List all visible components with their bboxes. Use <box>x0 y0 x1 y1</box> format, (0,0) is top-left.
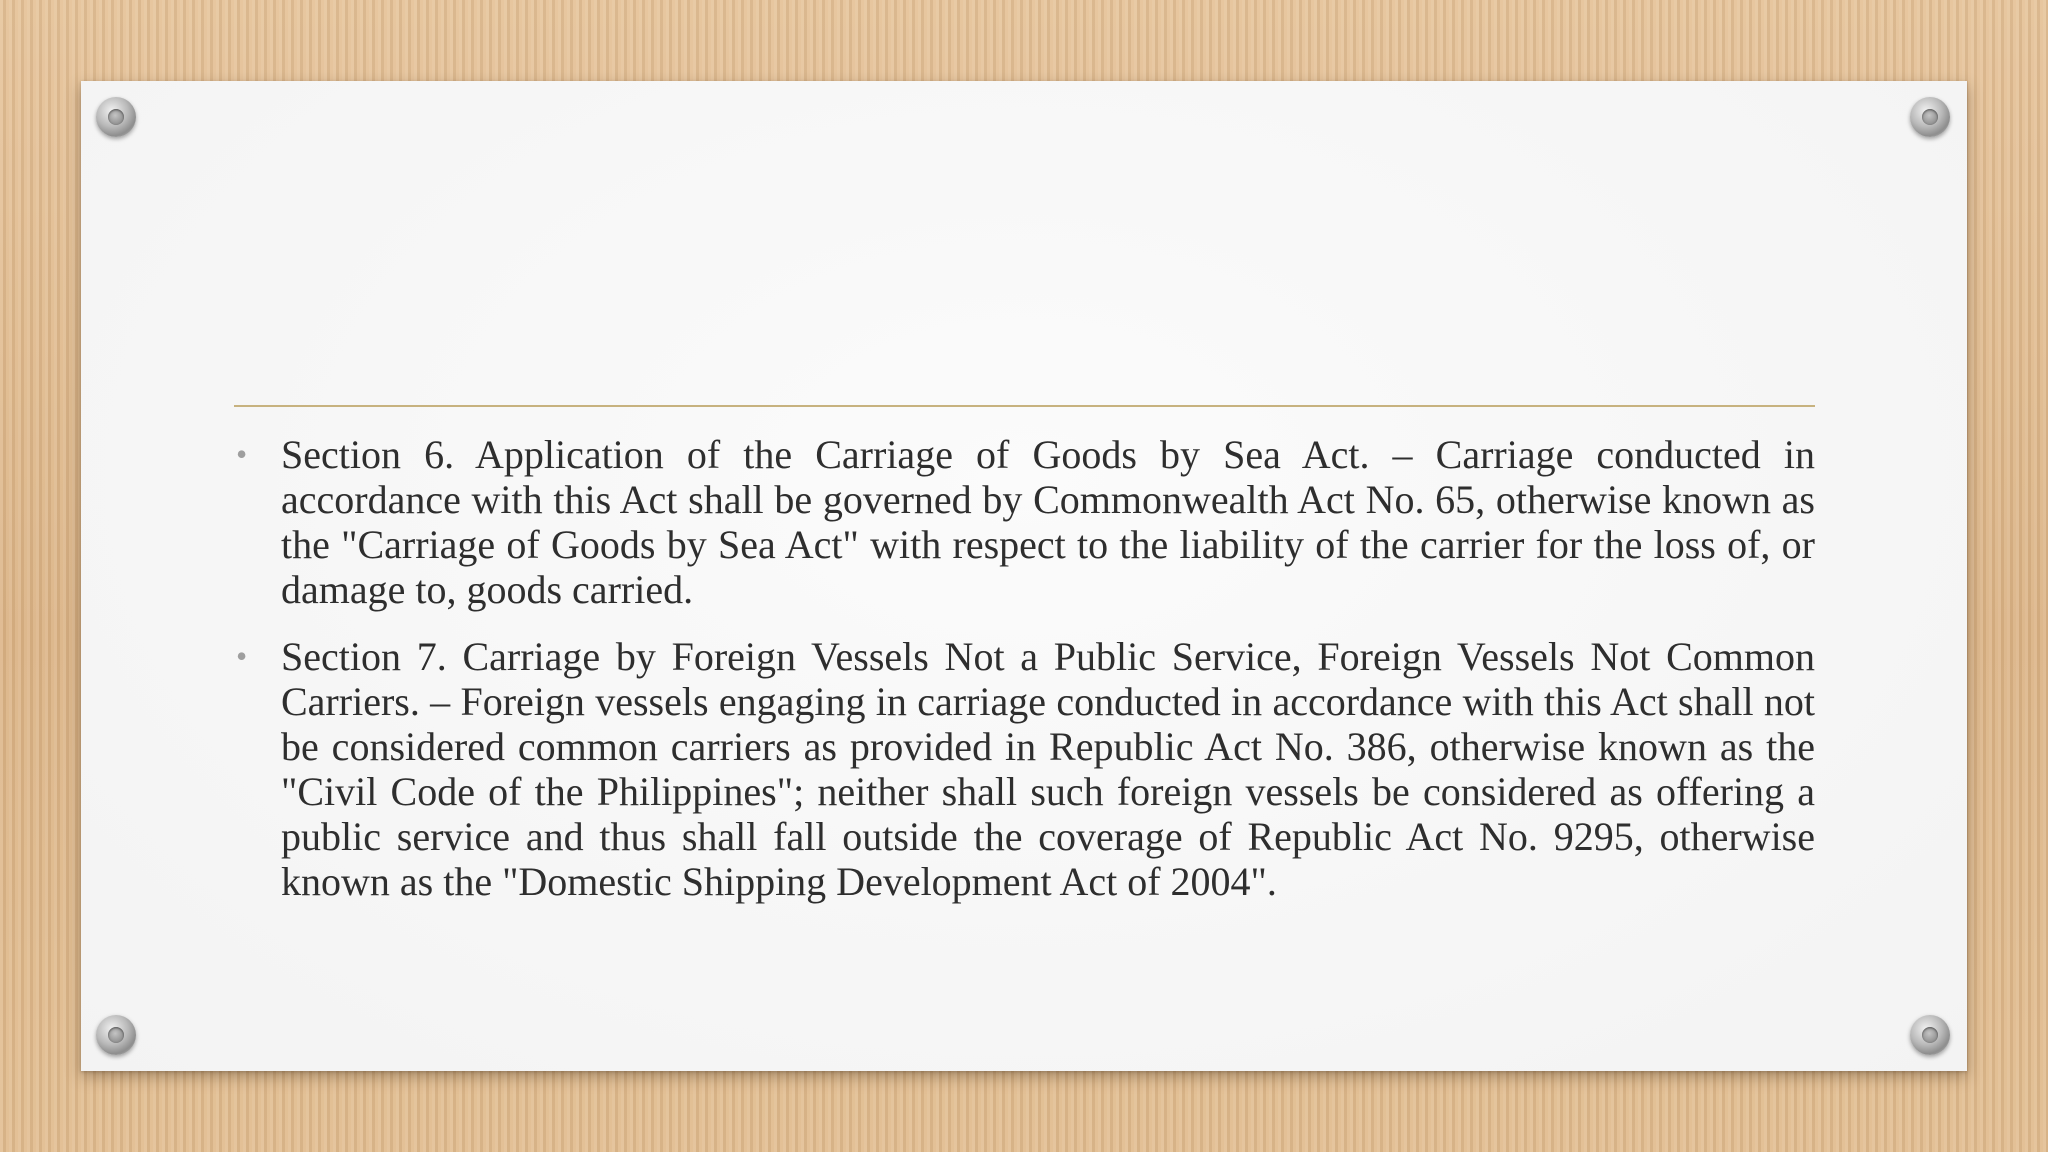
grommet-top-left-icon <box>96 97 136 137</box>
bullet-text: Section 7. Carriage by Foreign Vessels Not a Public Service, Foreign Vessels Not Common Carriers. – Foreign vessels engaging in carriage conducted in accordance with this Act shall not be considered common carriers as provided in Republic Act No. 386, otherwise known as the "Civil Code of the Philippines"; neither shall such foreign vessels be considered as offering a public service and thus shall fall outside the coverage of Republic Act No. 9295, otherwise known as the "Domestic Shipping Development Act of 2004". <box>281 634 1815 904</box>
slide-body <box>234 432 1815 926</box>
bullet-item-section-6 <box>234 432 1815 612</box>
bullet-text: Section 6. Application of the Carriage of Goods by Sea Act. – Carriage conducted in accordance with this Act shall be governed by Commonwealth Act No. 65, otherwise known as the "Carriage of Goods by Sea Act" with respect to the liability of the carrier for the loss of, or damage to, goods carried. <box>281 432 1815 612</box>
grommet-bottom-left-icon <box>96 1015 136 1055</box>
grommet-top-right-icon <box>1910 97 1950 137</box>
bullet-item-section-7 <box>234 634 1815 904</box>
bullet-icon: • <box>236 436 248 472</box>
bullet-icon: • <box>236 638 248 674</box>
title-divider <box>234 405 1815 407</box>
grommet-bottom-right-icon <box>1910 1015 1950 1055</box>
